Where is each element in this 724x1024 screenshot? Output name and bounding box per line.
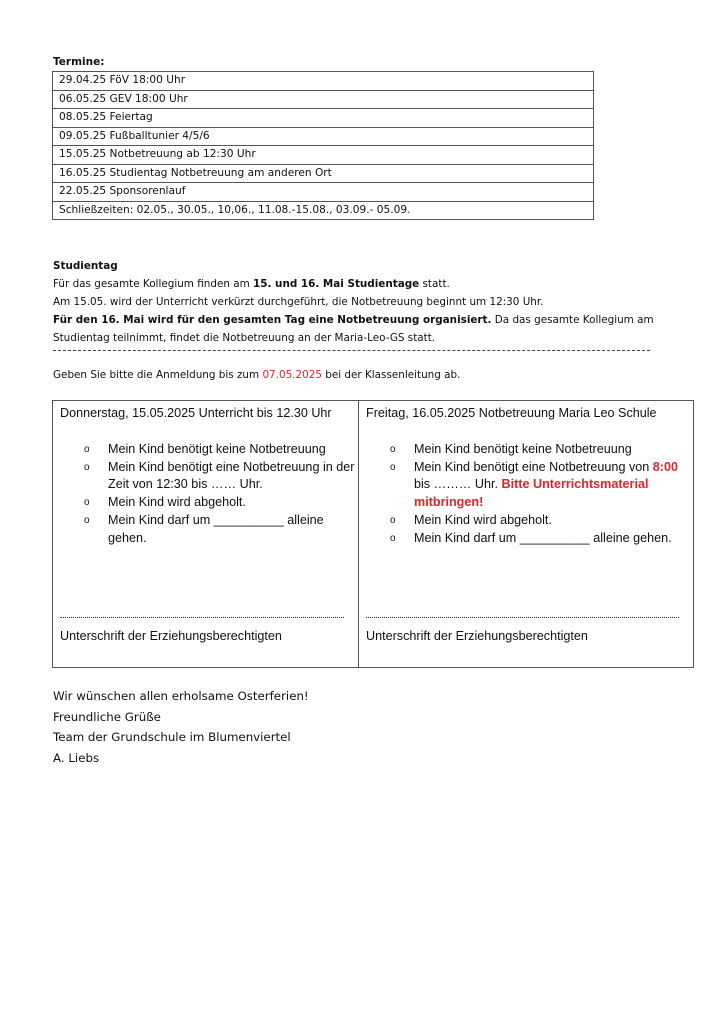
cut-line-divider <box>53 350 650 351</box>
option-label: Mein Kind benötigt eine Notbetreuung in der Zeit von 12:30 bis …… Uhr. <box>108 459 355 492</box>
termine-cell: 29.04.25 FöV 18:00 Uhr <box>53 72 594 91</box>
termine-row <box>53 164 594 183</box>
form-column-friday <box>359 401 693 667</box>
start-time: 8:00 <box>652 459 678 474</box>
radio-circle-icon[interactable]: o <box>84 443 90 455</box>
option-label: Mein Kind wird abgeholt. <box>108 495 246 510</box>
form-column-thursday <box>53 401 359 667</box>
signature-line[interactable] <box>366 617 679 618</box>
closing-line: Team der Grundschule im Blumenviertel <box>53 730 291 744</box>
signature-label: Unterschrift der Erziehungsberechtigten <box>60 629 282 643</box>
emphasis-text: Für den 16. Mai wird für den gesamten Tag eine Notbetreuung organisiert. <box>53 314 492 326</box>
column-heading: Donnerstag, 15.05.2025 Unterricht bis 12.30 Uhr <box>60 406 332 420</box>
text: Für das gesamte Kollegium finden am <box>53 278 254 290</box>
studientag-line-1 <box>53 275 703 293</box>
material-notice: Bitte Unterrichtsmaterial mitbringen! <box>414 477 649 510</box>
radio-circle-icon[interactable]: o <box>390 443 396 455</box>
termine-row <box>53 109 594 128</box>
option-label: Mein Kind benötigt eine Notbetreuung von <box>414 459 650 474</box>
termine-row <box>53 201 594 220</box>
option-item[interactable] <box>390 512 693 530</box>
text: bei der Klassenleitung ab. <box>321 369 461 381</box>
radio-circle-icon[interactable]: o <box>390 532 396 544</box>
studientag-line-4: Studientag teilnimmt, findet die Notbetreuung an der Maria-Leo-GS statt. <box>53 332 436 344</box>
radio-circle-icon[interactable]: o <box>390 461 396 473</box>
option-item[interactable] <box>84 512 358 548</box>
signature-label: Unterschrift der Erziehungsberechtigten <box>366 629 588 643</box>
option-label: Mein Kind benötigt keine Notbetreuung <box>108 441 326 456</box>
studientag-line-3 <box>53 311 703 329</box>
option-list <box>366 441 693 548</box>
option-label: Mein Kind benötigt keine Notbetreuung <box>414 441 632 456</box>
termine-cell: 16.05.25 Studientag Notbetreuung am anderen Ort <box>53 164 594 183</box>
option-label: Mein Kind darf um __________ alleine gehen. <box>108 512 324 545</box>
option-item[interactable] <box>84 459 358 495</box>
option-label: Mein Kind wird abgeholt. <box>414 512 552 527</box>
radio-circle-icon[interactable]: o <box>84 514 90 526</box>
closing-line: Freundliche Grüße <box>53 709 161 724</box>
option-item[interactable] <box>84 441 358 459</box>
option-label: Mein Kind darf um __________ alleine gehen. <box>414 530 672 545</box>
termine-heading: Termine: <box>53 56 105 68</box>
closing-greeting <box>53 686 309 768</box>
termine-table <box>52 71 594 220</box>
termine-row <box>53 183 594 202</box>
option-item[interactable] <box>390 530 693 548</box>
termine-row <box>53 72 594 91</box>
text: Geben Sie bitte die Anmeldung bis zum <box>53 369 263 381</box>
text: Da das gesamte Kollegium am <box>491 314 654 326</box>
termine-cell: 22.05.25 Sponsorenlauf <box>53 183 594 202</box>
option-item[interactable] <box>390 459 693 512</box>
termine-row <box>53 90 594 109</box>
signature-line[interactable] <box>60 617 344 618</box>
termine-cell-schliesszeiten: Schließzeiten: 02.05., 30.05., 10,06., 11.08.-15.08., 03.09.- 05.09. <box>53 201 594 220</box>
termine-row <box>53 127 594 146</box>
radio-circle-icon[interactable]: o <box>84 461 90 473</box>
option-item[interactable] <box>84 494 358 512</box>
radio-circle-icon[interactable]: o <box>390 514 396 526</box>
termine-cell: 15.05.25 Notbetreuung ab 12:30 Uhr <box>53 146 594 165</box>
signature-name: A. Liebs <box>53 750 100 765</box>
termine-cell: 08.05.25 Feiertag <box>53 109 594 128</box>
termine-cell: 06.05.25 GEV 18:00 Uhr <box>53 90 594 109</box>
closing-line: Wir wünschen allen erholsame Osterferien! <box>53 689 309 703</box>
studientag-heading: Studientag <box>53 260 118 272</box>
studientag-section <box>53 257 703 347</box>
option-label: bis ……… Uhr. <box>414 477 502 492</box>
termine-cell: 09.05.25 Fußballtunier 4/5/6 <box>53 127 594 146</box>
column-heading: Freitag, 16.05.2025 Notbetreuung Maria Leo Schule <box>366 406 657 420</box>
termine-row <box>53 146 594 165</box>
studientag-line-2: Am 15.05. wird der Unterricht verkürzt durchgeführt, die Notbetreuung beginnt um 12:30 Uhr. <box>53 296 544 308</box>
deadline-note <box>53 369 460 381</box>
registration-form <box>52 400 694 668</box>
option-list <box>60 441 358 548</box>
text: statt. <box>419 278 450 290</box>
radio-circle-icon[interactable]: o <box>84 497 90 509</box>
option-item[interactable] <box>390 441 693 459</box>
emphasis-text: 15. und 16. Mai Studientage <box>253 278 420 290</box>
deadline-date: 07.05.2025 <box>262 369 322 381</box>
